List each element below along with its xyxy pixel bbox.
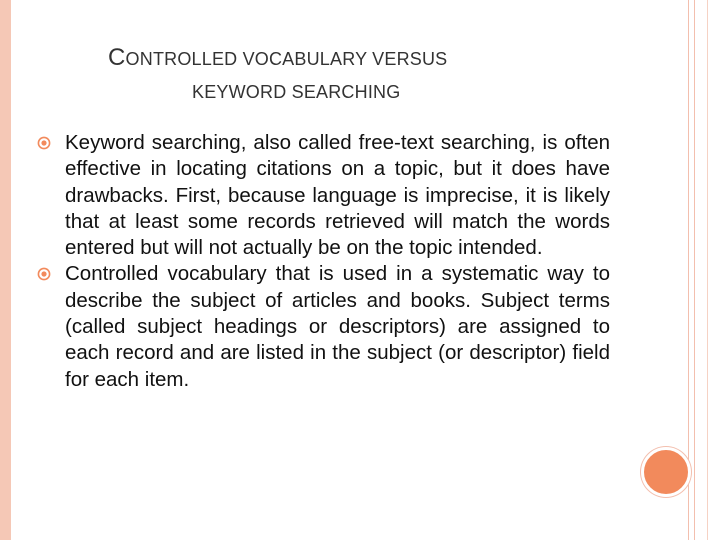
left-border-decoration [0, 0, 11, 540]
right-border-line [694, 0, 695, 540]
title-initial: C [108, 44, 126, 71]
bullet-item [37, 261, 610, 392]
slide-title-line-1 [108, 44, 447, 72]
circle-bullet-icon [37, 267, 51, 281]
circle-decoration [641, 447, 691, 497]
slide-title-line-2: KEYWORD SEARCHING [192, 82, 401, 102]
bullet-item [37, 130, 610, 261]
right-border-line [707, 0, 708, 540]
title-line-1-text: ONTROLLED VOCABULARY VERSUS [125, 49, 448, 69]
bullet-list [37, 130, 610, 393]
circle-bullet-icon [37, 136, 51, 150]
bullet-text: Keyword searching, also called free-text searching, is often effective in locating citations on a topic, but it does have drawbacks. First, because language is imprecise, it is likely that at least some records retrieved will match the words entered but will not actually be on the topic intended. [65, 131, 610, 260]
bullet-text: Controlled vocabulary that is used in a systematic way to describe the subject of articles and books. Subject terms (called subject headings or descriptors) are assigned to each record and are listed in the subject (or descriptor) field for each item. [65, 262, 610, 391]
right-border-line [688, 0, 689, 540]
